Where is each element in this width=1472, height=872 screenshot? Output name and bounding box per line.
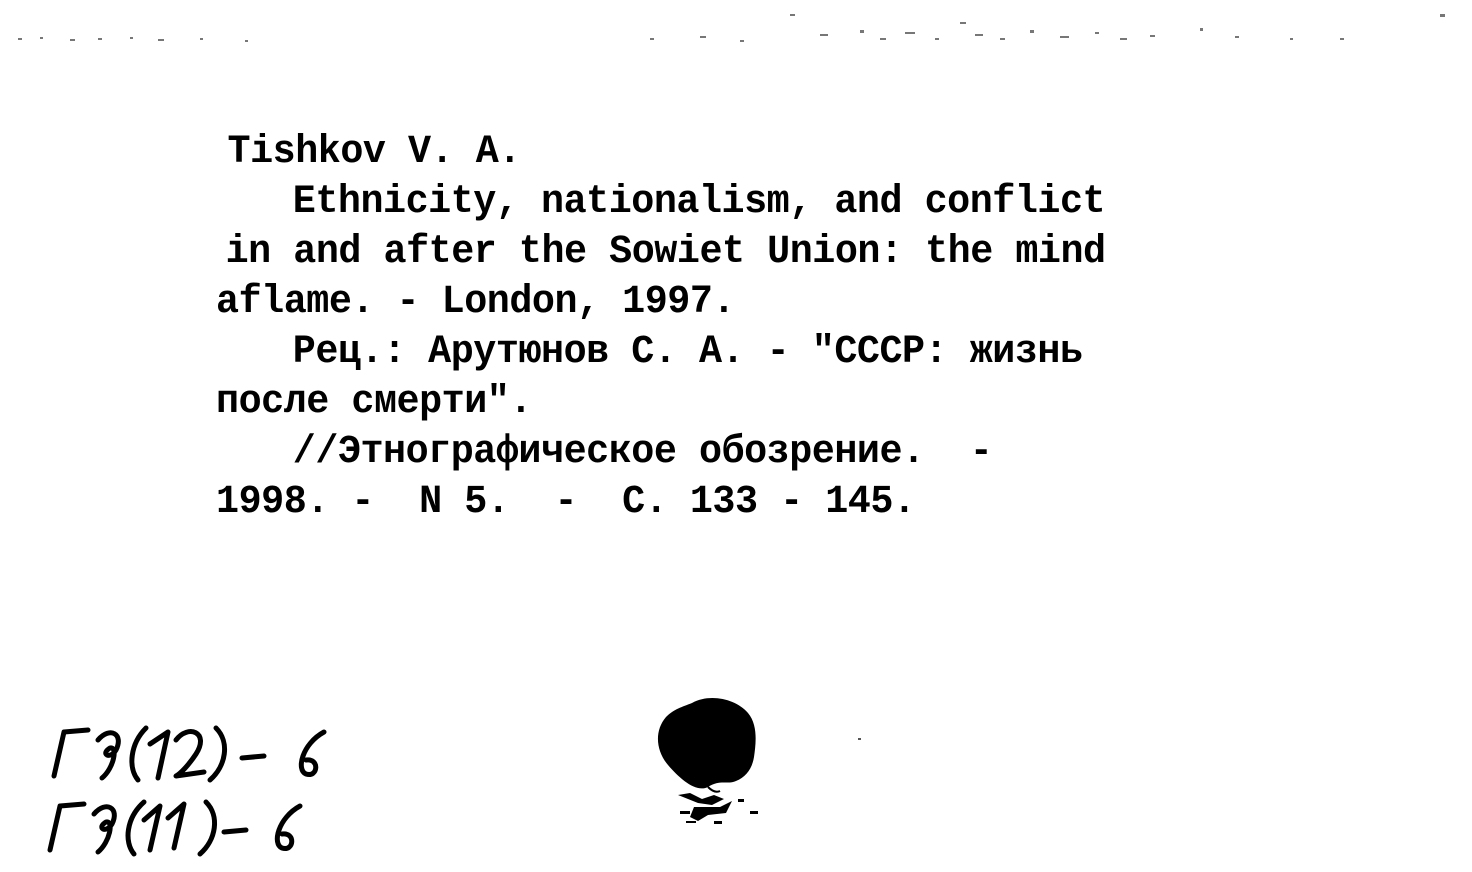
source-line-2: 1998. - N 5. - С. 133 - 145. bbox=[216, 480, 916, 525]
author-line: Tishkov V. A. bbox=[227, 130, 521, 175]
title-line-1: Ethnicity, nationalism, and conflict bbox=[292, 180, 1106, 225]
ink-blot-stamp bbox=[650, 695, 780, 840]
handwritten-mark-2 bbox=[50, 802, 300, 854]
title-line-3: aflame. - London, 1997. bbox=[216, 280, 735, 325]
title-line-2: in and after the Sowiet Union: the mind bbox=[225, 230, 1106, 275]
bibliographic-entry bbox=[216, 128, 1176, 528]
scan-noise-top bbox=[0, 0, 1472, 60]
handwritten-shelf-marks bbox=[40, 710, 360, 860]
review-line-1: Рец.: Арутюнов С. А. - "СССР: жизнь bbox=[292, 330, 1083, 375]
review-line-2: после смерти". bbox=[216, 380, 532, 425]
source-line-1: //Этнографическое обозрение. - bbox=[292, 430, 993, 475]
handwritten-mark-1 bbox=[54, 728, 324, 780]
speck bbox=[858, 738, 861, 740]
